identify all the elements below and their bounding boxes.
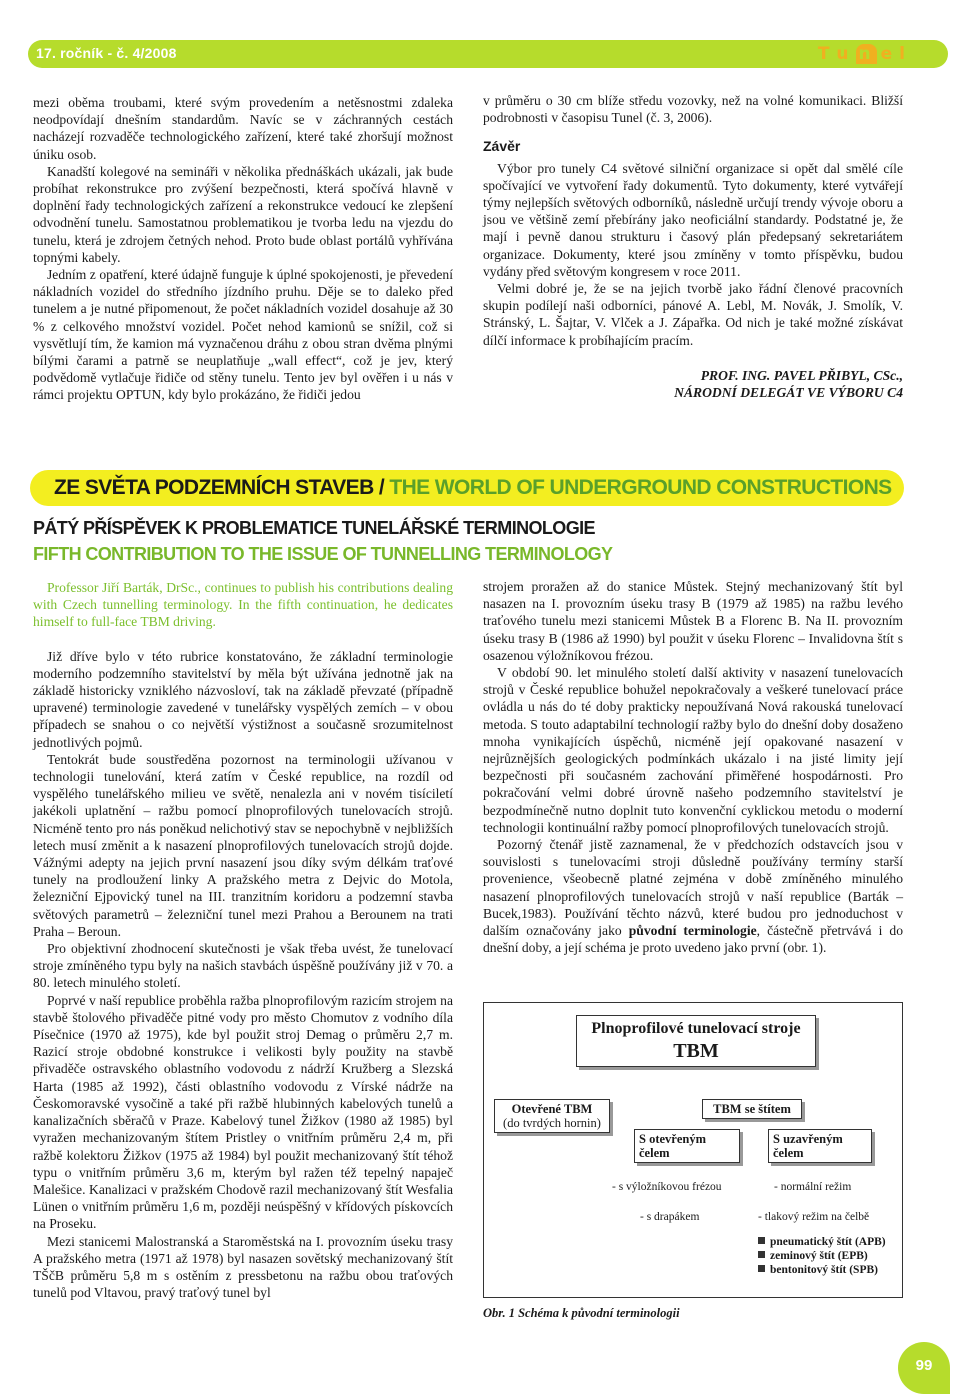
logo-letter: u	[836, 44, 852, 64]
paragraph: Tentokrát bude soustředěna pozornost na terminologii užívanou v technologii tunelování, která zatím v České republice, na rozdíl od vyspělého tunelářského milieu ve světě, nenalezla ani v novém tisíciletí jakékoli uplatnění – ražbu pomocí plnoprofilových tunelovacích strojů. Nicméně tento pro nás poněkud nelichotivý stav se nepochybně v nejbližších letech musí změnit a k nasazení plnoprofilových tunelovacích strojů dojde. Vážnými adepty na jejich první nasazení jsou díky svým délkám traťové tunely na prodloužení linky A pražského metra z Dejvic do Motola, železniční Ejpovický tunel na III. tranzitním koridoru a podzemní stavba světových parametrů – železniční tunel mezi Prahou a Berounem na trati Praha – Beroun.	[33, 751, 453, 939]
header-bar	[28, 40, 948, 68]
section-title-separator: /	[373, 476, 390, 499]
paragraph	[483, 836, 903, 956]
paragraph: Poprvé v naší republice proběhla ražba plnoprofilovým razicím strojem na stavbě štolového přivaděče pitné vody pro město Chomutov z vodního díla Písečnice (1970 až 1975), kde byl použit stroj Demag o průměru 2,7 m. Razicí stroje obdobné konstrukce i velikosti byly použity na stavbě přivaděče ostravského oblastního vodovodu z nádrží Kružberg a Slezská Harta (1985 až 1992), části oblastního vodovodu z Vírské nádrže na Českomoravské vysočině a také při ražbě hlubinných kabelových tunelů a kanalizačních sběračů v Praze. Kabelový tunel Žižkov (1980 až 1985) byl vyražen mechanizovaným štítem Pristley o vnitřním průměru 2,4 m, při ražbě kolektoru Žižkov (1975 až 1984) byl použit mechanizovaný štít téhož typu o vnitřním průměru 3,6 m, kterým byl ražen též tepelný napaječ Malešice. Kanalizaci v pražském Chodově razil mechanizovaný štít Wesfalia Lünen o vnitřním průměru 1,6 m, později neúspěšný v křídových pískovcích na Proseku.	[33, 992, 453, 1232]
list-item	[758, 1249, 886, 1263]
paragraph: Jedním z opatření, které údajně funguje k úplné spokojenosti, je převedení nákladních vozidel do středního jízdního pruhu. Děje se to daleko před tunelem a je nutné připomenout, že počet nákladních vozidel dosahuje až 30 % z celkového množství vozidel. Počet nehod kamionů se snížil, což si vysvětlují tím, že kamion má vyznačenou dráhu z obou stran dvěma plnými bílými čarami a patrně se neuplatňuje „wall effect“, což je jev, který podvědomě vytlačuje řidiče od stěny tunelu. Tento jev byl ověřen i u nás v rámci projektu OPTUN, kdy bylo prokázáno, že řidiči jedou	[33, 267, 453, 403]
shield-types-list	[758, 1235, 886, 1277]
article-abstract: Professor Jiří Barták, DrSc., continues to publish his contributions dealing with Czech tunnelling terminology. In the fifth continuation, he dedicates himself to full-face TBM driving.	[33, 580, 453, 630]
square-bullet-icon	[758, 1251, 765, 1258]
page-number-tab	[898, 1342, 950, 1394]
box-label: S uzavřeným	[773, 1132, 843, 1146]
terminology-diagram	[483, 1002, 903, 1298]
paragraph-text: Pozorný čtenář jistě zaznamenal, že v předchozích odstavcích jsou v souvislosti s tunelovacími stroji důsledně používány termíny starší provenience, všeobecně platné zejména v době zmíněného minulého nasazení plnoprofilových tunelovacích strojů v naší republice (Barták – Bucek,1983). Používání těchto názvů, které budou pro jednoduchost v dalším označovány jako	[483, 837, 903, 939]
list-item-label: zeminový štít (EPB)	[770, 1250, 868, 1262]
figure-caption: Obr. 1 Schéma k původní terminologii	[483, 1306, 680, 1320]
logo-letter: l	[899, 44, 908, 64]
article-title-cz: PÁTÝ PŘÍSPĚVEK K PROBLEMATICE TUNELÁŘSKÉ TERMINOLOGIE	[33, 518, 595, 538]
author-signature	[483, 367, 903, 401]
box-label: Otevřené TBM	[511, 1102, 593, 1116]
paragraph: mezi oběma troubami, které svým provedením a netěsnostmi zdaleka neodpovídají dnešním standardům. Navíc se v záchranných cestách nacházejí rozvaděče technologického zařízení, které také zhoršují možnost úniku osob.	[33, 95, 453, 162]
page-number: 99	[915, 1357, 933, 1374]
signature-role: NÁRODNÍ DELEGÁT VE VÝBORU C4	[674, 384, 903, 400]
square-bullet-icon	[758, 1265, 765, 1272]
paragraph: Výbor pro tunely C4 světové silniční organizace si opět dal smělé cíle spočívající ve vytvoření řady dokumentů. Tyto dokumenty, které vytvářejí týmy nejlepších světových odborníků, následně určují trendy vývoje oboru a jsou ve většině zemí přebírány jako neoficiální standardy. Podstatné je, že mají i pevně danou strukturu i časový plán předepsaný sekretariátem organizace. Dokumenty, které jsou zmíněny v tomto příspěvku, budou vydány před světovým kongresem v roce 2011.	[483, 160, 903, 279]
paragraph: v průměru o 30 cm blíže středu vozovky, než na volné komunikaci. Bližší podrobnosti v časopisu Tunel (č. 3, 2006).	[483, 93, 903, 126]
open-face-box	[634, 1129, 740, 1163]
list-item-label: pneumatický štít (APB)	[770, 1236, 886, 1248]
diagram-item: - tlakový režim na čelbě	[758, 1211, 870, 1223]
diagram-title-box	[576, 1015, 816, 1067]
paragraph: Pro objektivní zhodnocení skutečnosti je však třeba uvést, že tunelovací stroje zmíněného typu byly na našich stavbách úspěšně používány již v 70. a 80. letech minulého století.	[33, 941, 453, 991]
diagram-item: - s výložníkovou frézou	[612, 1181, 722, 1193]
list-item	[758, 1235, 886, 1249]
paragraph: Kanadští kolegové na semináři v několika přednáškách ukázali, jak bude probíhat rekonstrukce pro zvýšení bezpečnosti, která spočívá hlavně v doplnění řady technologických zařízení a rekonstrukce vedoucí ke zlepšení odvodnění tunelu. Samostatnou problematikou je tvorba ledu na vjezdu do tunelu, která je zdrojem četných nehod. Proto bude oblast portálů vyhřívána topnými kabely.	[33, 163, 453, 265]
logo-letter: e	[880, 44, 896, 64]
diagram-item: - s drapákem	[640, 1211, 700, 1223]
list-item-label: bentonitový štít (SPB)	[770, 1264, 878, 1276]
box-sublabel: čelem	[773, 1146, 804, 1160]
paragraph: Již dříve bylo v této rubrice konstatováno, že základní terminologie moderního podzemního stavitelství by měla být užívána jednotně jak na základě historicky vzniklého názvosloví, tak na základě převzaté (případně upravené) terminologie zavedené v tunelářsky vyspělých zemích – v obou případech se snahou o co největší výstižnost a současně srozumitelnost jednotlivých pojmů.	[33, 648, 453, 750]
paragraph: V období 90. let minulého století další aktivity v nasazení tunelovacích strojů v České republice bohužel nepokračovaly a veškeré tunelovací práce ovládla u nás do té doby prakticky nepoužívaná Nová rakouská tunelovací metoda. S touto adaptabilní technologií ražby bylo do dnešní doby dosaženo mnoha vynikajících úspěchů, nicméně její opakované nasazení v nejrůznějších geologických podmínkách ukázalo i na jisté limity její bezpečnosti při současném zachování přiměřené hospodárnosti. Pro pokračování velmi dobré úrovně našeho podzemního stavitelství je bezpodmínečně nutno doplnit tuto konvenční cyklickou metodu o moderní technologii kontinuální ražby pomocí plnoprofilových tunelovacích strojů.	[483, 665, 903, 835]
conclusion-heading: Závěr	[483, 138, 521, 155]
box-label: TBM se štítem	[713, 1102, 791, 1116]
article-left-column	[33, 579, 453, 1301]
shield-tbm-box	[702, 1099, 802, 1119]
article-title-en: FIFTH CONTRIBUTION TO THE ISSUE OF TUNNELLING TERMINOLOGY	[33, 544, 613, 564]
box-sublabel: (do tvrdých hornin)	[503, 1116, 601, 1130]
top-right-column	[483, 92, 903, 401]
diagram-subtitle: TBM	[673, 1040, 719, 1062]
paragraph-text: , částečně přetrvává i do dnešní doby, a její schéma je proto uvedeno jako první (obr. 1).	[483, 923, 904, 956]
section-title	[54, 476, 892, 500]
paragraph: strojem proražen až do stanice Můstek. Stejný mechanizovaný štít byl nasazen na I. provozním úseku trasy B (1979 až 1985) na ražbu levého traťového tunelu mezi stanicemi Můstek B a Florenc B. Na II. provozním úseku trasy B (1986 až 1990) byl použit v úseku Florenc – Invalidovna štít s osazenou výložníkovou frézou.	[483, 579, 903, 663]
diagram-title: Plnoprofilové tunelovací stroje	[591, 1020, 801, 1037]
logo-tunnel-letter: n	[856, 44, 877, 64]
section-band	[30, 470, 904, 506]
issue-label: 17. ročník - č. 4/2008	[36, 45, 177, 61]
paragraph: Velmi dobré je, že se na jejich tvorbě jako řádní členové pracovních skupin podílejí naši odborníci, pánové A. Lebl, M. Novák, J. Smolík, V. Stránský, L. Šajtar, V. Vlček a J. Zápařka. Od nich je také možné získávat dílčí informace k probíhajícím pracím.	[483, 281, 903, 348]
section-title-en: THE WORLD OF UNDERGROUND CONSTRUCTIONS	[389, 476, 892, 499]
paragraph: Mezi stanicemi Malostranská a Staroměstská na I. provozním úseku trasy A pražského metra (1971 až 1978) byl nasazen sovětský mechanizovaný štít TŠčB průměru 5,8 m s ostěním z pressbetonu na ražbu obou traťových tunelů pod Vltavou, pravý traťový tunel byl	[33, 1233, 453, 1301]
bold-term: původní terminologie	[628, 923, 757, 939]
logo-letter: T	[817, 44, 833, 64]
square-bullet-icon	[758, 1237, 765, 1244]
section-title-cz: ZE SVĚTA PODZEMNÍCH STAVEB	[54, 476, 374, 499]
box-label: S otevřeným	[639, 1132, 706, 1146]
box-sublabel: čelem	[639, 1146, 670, 1160]
diagram-item: - normální režim	[774, 1181, 852, 1193]
open-tbm-box	[494, 1099, 610, 1133]
closed-face-box	[768, 1129, 872, 1163]
tunel-logo	[818, 44, 908, 64]
list-item	[758, 1263, 886, 1277]
signature-name: PROF. ING. PAVEL PŘIBYL, CSc.,	[700, 367, 903, 383]
article-right-column	[483, 578, 903, 956]
top-left-column	[33, 94, 453, 404]
